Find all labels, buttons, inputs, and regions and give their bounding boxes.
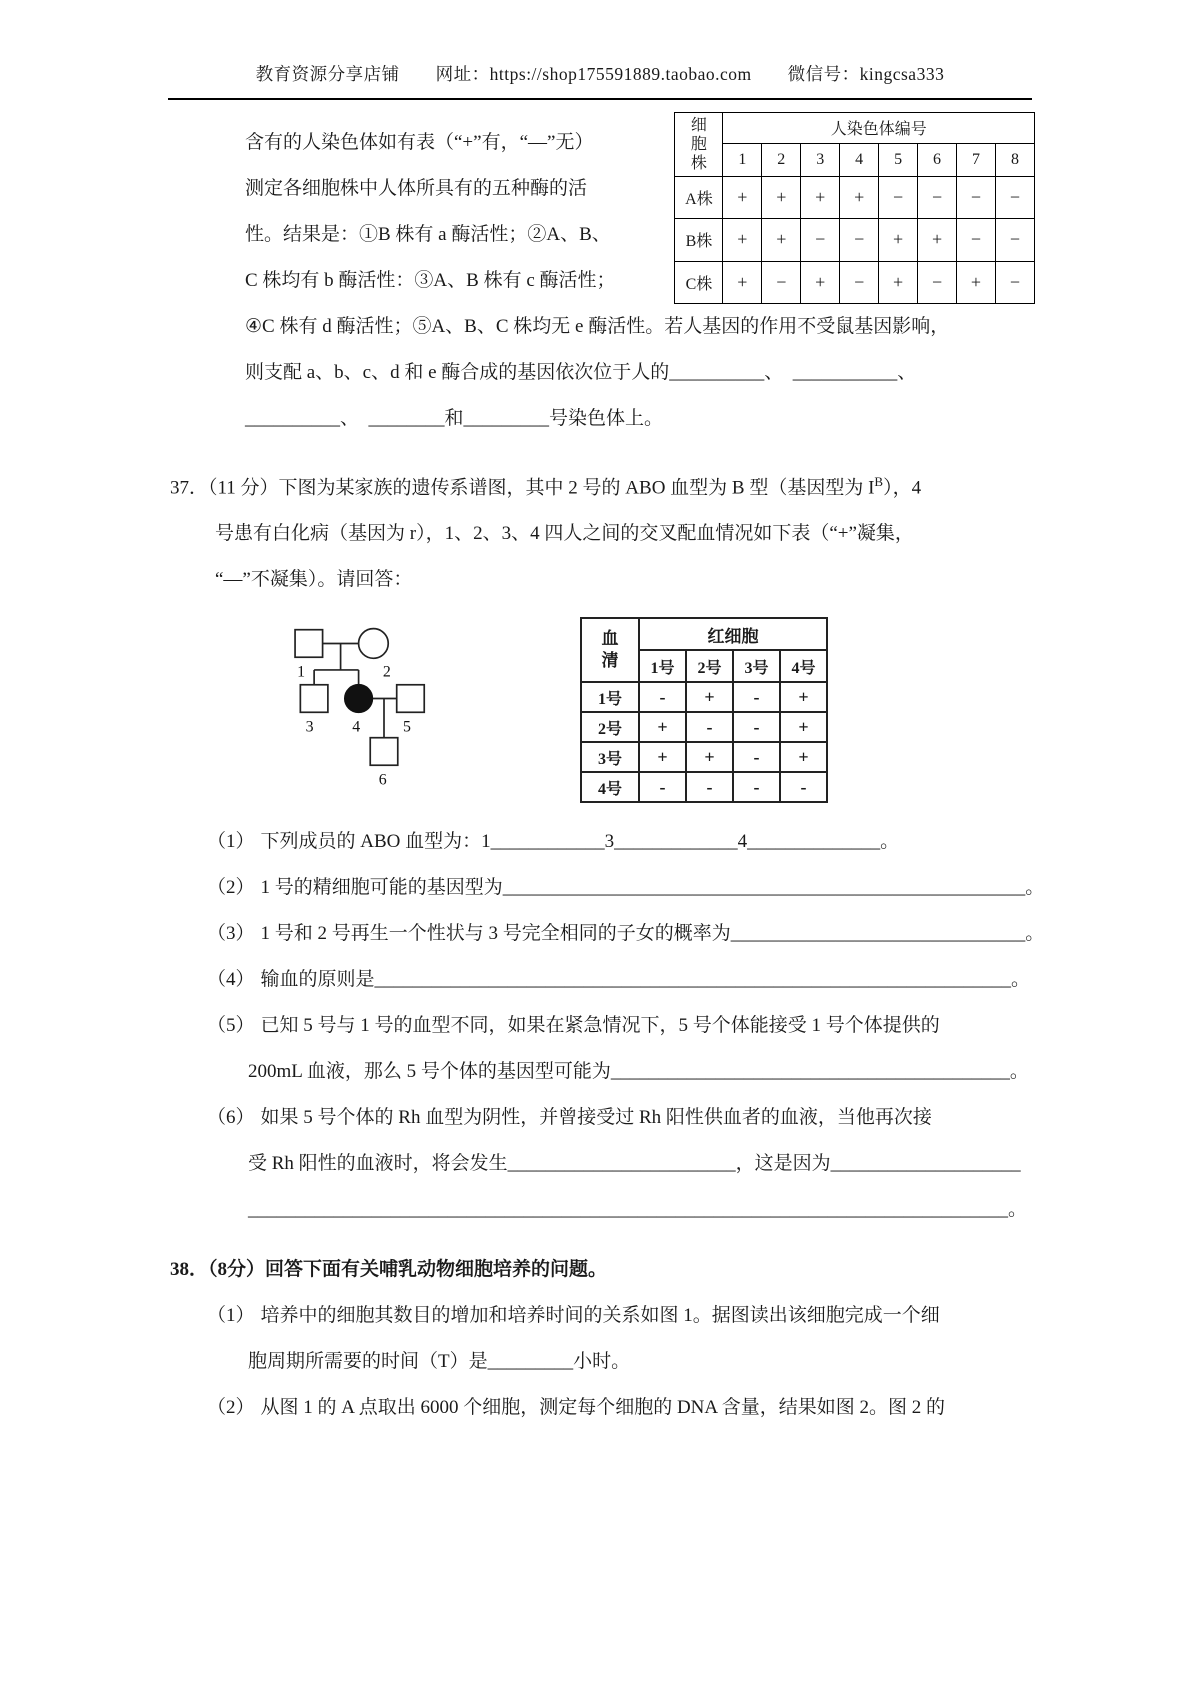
question-37-intro [0,459,1200,603]
sub-question-1 [207,1293,1200,1339]
column-header: 2号 [686,650,733,682]
item-number: （2） [207,877,255,899]
pedigree-label: 1 [297,663,306,681]
sub-question-4 [207,957,1200,1003]
table-cell: + [840,176,879,218]
row-label: 1号 [581,682,639,712]
table-cell: - [639,772,686,802]
item-text: 从图 1 的 A 点取出 6000 个细胞，测定每个细胞的 DNA 含量，结果如图 2。图 2 的 [260,1397,946,1419]
table-cell: - [733,742,780,772]
column-header: 3 [801,143,840,176]
table-corner-cell [675,113,723,177]
row-label: 4号 [581,772,639,802]
table-cell: − [762,261,801,303]
row-label: 3号 [581,742,639,772]
pedigree-label: 3 [305,718,314,736]
table-corner-cell [581,618,639,682]
text-line: 测定各细胞株中人体所具有的五种酶的活 [245,178,588,199]
blood-table-wrap [580,617,828,803]
sub-question-1-continued: 胞周期所需要的时间（T）是_________小时。 [248,1351,631,1373]
table-cell: + [723,219,762,261]
item-number: （1） [207,1305,255,1327]
table-row [581,742,827,772]
page-header: 教育资源分享店铺 网址：https://shop175591889.taobao.com 微信号：kingcsa333 [255,64,945,84]
corner-label: 血清 [601,629,619,671]
table-cell: - [733,772,780,802]
row-label: C株 [675,261,723,303]
item-text: 1 号和 2 号再生一个性状与 3 号完全相同的子女的概率为_______________________________。 [260,923,1045,945]
table-cell: + [879,261,918,303]
table-header-row [581,618,827,650]
table-row [581,772,827,802]
sub-question-1 [207,819,1200,865]
table-cell: + [723,261,762,303]
table-cell: + [879,219,918,261]
pedigree-male-3 [300,685,328,713]
table-cell: − [801,219,840,261]
superscript-allele: B [874,474,884,489]
table-cell: − [879,176,918,218]
question-36-text [245,108,674,304]
item-number: （2） [207,1397,255,1419]
table-span-header: 人染色体编号 [723,113,1035,144]
table-cell: − [995,176,1034,218]
question-36-continued [245,304,1200,442]
item-text: 输血的原则是___________________________________________________________________。 [260,969,1031,991]
pedigree-male-1 [295,630,323,658]
text-line: 性。结果是：①B 株有 a 酶活性；②A、B、 [245,224,611,245]
item-text: 1 号的精细胞可能的基因型为_______________________________________________________。 [260,877,1045,899]
fill-blank-line: 则支配 a、b、c、d 和 e 酶合成的基因依次位于人的__________、 ___________、 [245,362,917,383]
question-37-items [0,819,1200,1233]
item-number: （1） [207,831,255,853]
table-cell: + [801,176,840,218]
table-cell: - [733,682,780,712]
table-cell: - [639,682,686,712]
item-number: （5） [207,1015,255,1037]
table-cell: + [780,712,827,742]
table-cell: − [995,219,1034,261]
sub-question-2 [207,865,1200,911]
text-segment: 37．（11 分）下图为某家族的遗传系谱图，其中 2 号的 ABO 血型为 B 型（基因型为 I [170,477,875,499]
question-36-section [245,108,1035,304]
sub-question-5 [207,1003,1200,1049]
question-38-items [0,1293,1200,1431]
pedigree-label: 5 [403,718,411,736]
table-cell: + [957,261,996,303]
item-number: （3） [207,923,255,945]
pedigree-chart [282,617,468,797]
item-text: 已知 5 号与 1 号的血型不同，如果在紧急情况下，5 号个体能接受 1 号个体提供的 [260,1015,940,1037]
pedigree-label: 2 [382,663,391,681]
table-row [675,261,1035,303]
pedigree-male-6 [370,738,398,766]
column-header: 4号 [780,650,827,682]
table-cell: - [686,772,733,802]
sub-question-5-continued: 200mL 血液，那么 5 号个体的基因型可能为__________________________________________。 [248,1061,1029,1083]
sub-question-6-continued: 受 Rh 阳性的血液时，将会发生________________________，这是因为____________________ [248,1153,1021,1175]
table-cell: + [686,742,733,772]
text-line: C 株均有 b 酶活性：③A、B 株有 c 酶活性； [245,270,616,291]
table-cell: + [639,742,686,772]
question-37-intro-line: 号患有白化病（基因为 r），1、2、3、4 四人之间的交叉配血情况如下表（“+”凝集， [215,523,914,545]
pedigree-label: 4 [352,718,361,736]
text-line: 含有的人染色体如有表（“+”有，“—”无） [245,132,594,153]
table-cell: + [762,219,801,261]
sub-question-3 [207,911,1200,957]
item-text: 如果 5 号个体的 Rh 血型为阴性，并曾接受过 Rh 阳性供血者的血液，当他再次接 [260,1107,932,1129]
pedigree-female-2 [359,629,389,659]
sub-question-6 [207,1095,1200,1141]
item-number: （4） [207,969,255,991]
text-segment: ），4 [883,477,922,499]
column-header: 5 [879,143,918,176]
row-label: B株 [675,219,723,261]
table-cell: - [686,712,733,742]
table-column-header-row [675,143,1035,176]
table-row [675,176,1035,218]
table-span-header: 红细胞 [639,618,827,650]
table-cell: + [723,176,762,218]
pedigree-label: 6 [378,771,387,789]
table-cell: + [801,261,840,303]
blood-crossmatch-table [580,617,828,803]
table-row [581,682,827,712]
row-label: 2号 [581,712,639,742]
column-header: 1号 [639,650,686,682]
column-header: 7 [957,143,996,176]
table-row [581,712,827,742]
pedigree-female-4-affected [345,685,373,713]
table-cell: - [733,712,780,742]
corner-label: 细胞株 [690,116,707,172]
table-cell: + [780,682,827,712]
column-header: 6 [918,143,957,176]
table-cell: + [780,742,827,772]
header-divider [168,98,1032,100]
question-38-heading: 38．（8分）回答下面有关哺乳动物细胞培养的问题。 [170,1259,608,1281]
column-header: 4 [840,143,879,176]
table-header-row [675,113,1035,144]
question-37-figures [282,617,1200,803]
table-cell: − [957,176,996,218]
table-cell: + [639,712,686,742]
sub-question-2 [207,1385,1200,1431]
column-header: 2 [762,143,801,176]
row-label: A株 [675,176,723,218]
question-37-intro-line: “—”不凝集）。请回答： [215,569,413,591]
sub-question-6-continued: ________________________________________________________________________________。 [248,1199,1028,1221]
table-cell: − [995,261,1034,303]
chromosome-table [674,112,1035,304]
table-cell: − [840,261,879,303]
column-header: 8 [995,143,1034,176]
table-cell: − [918,261,957,303]
text-line: ④C 株有 d 酶活性；⑤A、B、C 株均无 e 酶活性。若人基因的作用不受鼠基因影响， [245,316,950,337]
question-37-intro-line [170,459,1200,511]
table-cell: − [957,219,996,261]
column-header: 1 [723,143,762,176]
table-row [675,219,1035,261]
item-text: 下列成员的 ABO 血型为：1____________3_____________4______________。 [260,831,900,853]
table-cell: - [780,772,827,802]
table-cell: + [686,682,733,712]
item-number: （6） [207,1107,255,1129]
table-cell: − [840,219,879,261]
item-text: 培养中的细胞其数目的增加和培养时间的关系如图 1。据图读出该细胞完成一个细 [260,1305,940,1327]
column-header: 3号 [733,650,780,682]
table-cell: + [918,219,957,261]
table-cell: − [918,176,957,218]
pedigree-male-5 [397,685,425,713]
fill-blank-line: __________、 ________和_________号染色体上。 [245,408,664,429]
table-cell: + [762,176,801,218]
